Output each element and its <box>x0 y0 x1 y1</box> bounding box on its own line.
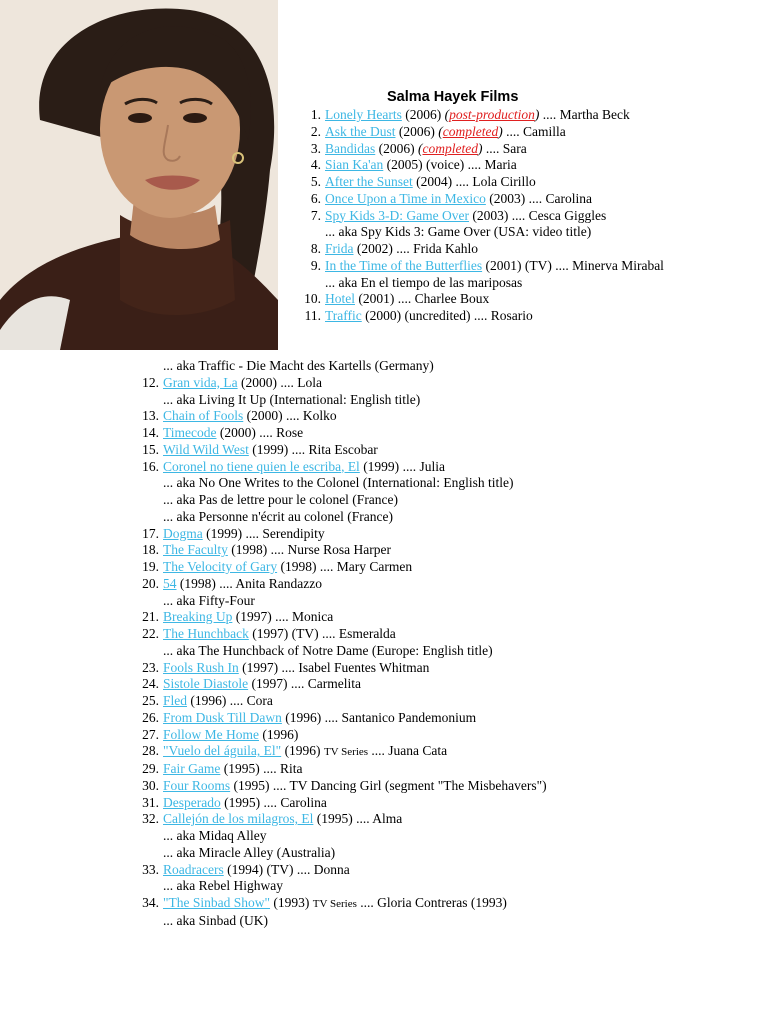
list-item <box>142 861 753 896</box>
film-title-link[interactable]: Follow Me Home <box>163 726 259 742</box>
film-title-link[interactable]: Roadracers <box>163 861 224 877</box>
list-item <box>142 559 753 576</box>
status-word: completed <box>442 123 499 139</box>
page-title: Salma Hayek Films <box>387 89 519 105</box>
film-title-link[interactable]: Callejón de los milagros, El <box>163 811 314 827</box>
film-number: 25. <box>142 693 159 708</box>
film-number: 2. <box>310 123 321 139</box>
film-role: .... Cora <box>229 693 273 708</box>
film-title-link[interactable]: Frida <box>325 241 354 256</box>
list-item <box>304 308 755 325</box>
film-title-link[interactable]: "The Sinbad Show" <box>163 895 271 910</box>
film-role: .... Rita <box>263 761 303 776</box>
film-number: 29. <box>142 761 159 776</box>
aka-title: ... aka Pas de lettre pour le colonel (France) <box>163 492 399 507</box>
film-role: .... Rosario <box>473 308 533 323</box>
production-status: (post-production) <box>444 107 540 122</box>
film-year: (2004) <box>416 174 453 189</box>
film-title-link[interactable]: In the Time of the Butterflies <box>325 257 483 273</box>
film-number: 5. <box>310 174 321 189</box>
film-year: (1997) (TV) <box>252 626 319 641</box>
film-title-link[interactable]: The Velocity of Gary <box>163 559 278 574</box>
film-role: .... TV Dancing Girl (segment "The Misbehavers") <box>272 777 547 793</box>
aka-title: ... aka Miracle Alley (Australia) <box>163 844 336 860</box>
list-item <box>142 794 753 812</box>
film-year: (2003) <box>489 190 526 206</box>
film-year: (1995) <box>233 777 270 793</box>
film-year: (1999) <box>363 458 400 474</box>
list-item <box>304 291 755 308</box>
list-item <box>142 761 753 778</box>
film-number: 3. <box>310 140 321 156</box>
film-role: .... Carmelita <box>290 676 361 692</box>
list-item <box>142 777 753 795</box>
film-title-link[interactable]: Ask the Dust <box>325 123 396 139</box>
film-year: (1996) <box>262 726 299 742</box>
list-item <box>142 408 753 425</box>
film-role: .... Nurse Rosa Harper <box>270 542 391 558</box>
film-number: 8. <box>310 241 321 256</box>
film-title-link[interactable]: From Dusk Till Dawn <box>163 709 282 725</box>
film-list-bottom <box>142 358 753 930</box>
film-role: .... Juana Cata <box>371 743 448 759</box>
film-number: 15. <box>142 441 159 457</box>
film-number: 13. <box>142 408 159 424</box>
film-title-link[interactable]: Fair Game <box>163 761 221 776</box>
film-role: .... Maria <box>467 157 517 173</box>
film-number: 26. <box>142 709 159 725</box>
film-title-link[interactable]: Traffic <box>325 308 362 323</box>
film-number: 16. <box>142 458 159 474</box>
film-year: (1997) <box>242 659 279 675</box>
film-title-link[interactable]: "Vuelo del águila, El" <box>163 743 282 759</box>
film-role: .... Charlee Boux <box>397 291 490 307</box>
production-status: (completed) <box>418 140 483 156</box>
film-year: (1994) (TV) <box>227 861 294 877</box>
film-role: .... Carolina <box>528 190 592 206</box>
film-title-link[interactable]: Fools Rush In <box>163 659 239 675</box>
film-year: (1998) <box>280 559 317 574</box>
film-title-link[interactable]: Gran vida, La <box>163 374 238 390</box>
film-list-top <box>304 107 755 325</box>
film-number: 18. <box>142 542 159 558</box>
film-year: (2000) (uncredited) <box>365 308 471 323</box>
film-title-link[interactable]: Sistole Diastole <box>163 676 249 692</box>
list-item <box>310 190 755 208</box>
film-year: (2002) <box>356 241 393 256</box>
status-word: completed <box>422 140 478 156</box>
film-year: (2000) <box>219 425 256 440</box>
portrait-photo <box>0 0 278 350</box>
film-title-link[interactable]: Desperado <box>163 794 221 810</box>
film-role: .... Anita Randazzo <box>219 575 322 591</box>
film-role: .... Alma <box>356 811 403 827</box>
film-title-link[interactable]: Timecode <box>163 425 217 440</box>
aka-title: ... aka Personne n'écrit au colonel (France) <box>163 508 393 524</box>
film-role: .... Santanico Pandemonium <box>324 709 477 725</box>
film-year: (1997) <box>251 676 288 692</box>
film-role: .... Cesca Giggles <box>511 207 607 223</box>
film-year: (2000) <box>246 408 283 424</box>
film-year: (1995) <box>223 761 260 776</box>
list-item <box>310 207 755 242</box>
film-title-link[interactable]: Hotel <box>325 291 355 307</box>
list-item <box>142 575 753 610</box>
film-role: .... Martha Beck <box>542 107 630 122</box>
film-role: .... Camilla <box>506 123 566 139</box>
film-year: (2001) (TV) <box>485 257 552 273</box>
film-number: 7. <box>310 207 321 223</box>
aka-title: ... aka The Hunchback of Notre Dame (Europe: English title) <box>163 642 493 658</box>
tv-series-label: TV Series <box>323 746 369 759</box>
aka-title: ... aka Spy Kids 3: Game Over (USA: video title) <box>325 224 592 240</box>
list-item <box>310 157 755 174</box>
film-role: .... Monica <box>275 609 334 625</box>
film-year: (2001) <box>358 291 395 307</box>
aka-title: ... aka Living It Up (International: English title) <box>163 391 421 407</box>
film-title-link[interactable]: Breaking Up <box>163 609 233 625</box>
film-number: 27. <box>142 726 159 742</box>
film-number: 31. <box>142 794 159 810</box>
aka-title: ... aka No One Writes to the Colonel (International: English title) <box>163 475 514 491</box>
film-role: .... Rita Escobar <box>291 441 378 457</box>
film-year: (2000) <box>240 374 277 390</box>
film-title-link[interactable]: Coronel no tiene quien le escriba, El <box>163 458 360 474</box>
film-title-link[interactable]: After the Sunset <box>325 174 413 189</box>
film-number: 14. <box>142 425 159 440</box>
film-year: (2006) <box>378 140 415 156</box>
film-year: (1995) <box>224 794 261 810</box>
film-number: 6. <box>310 190 321 206</box>
list-item <box>142 525 753 543</box>
production-status: (completed) <box>438 123 503 139</box>
film-year: (2006) <box>398 123 435 139</box>
list-item <box>310 241 755 258</box>
film-title-link[interactable]: Fled <box>163 693 188 708</box>
film-role: .... Mary Carmen <box>319 559 413 574</box>
film-role: .... Esmeralda <box>321 626 396 641</box>
film-title-link[interactable]: Wild Wild West <box>163 441 249 457</box>
aka-title: ... aka Sinbad (UK) <box>163 912 268 928</box>
film-role: .... Carolina <box>263 794 327 810</box>
film-number: 1. <box>310 107 321 122</box>
list-item <box>142 626 753 660</box>
aka-title: ... aka Rebel Highway <box>163 878 283 894</box>
status-word: post-production <box>449 107 535 122</box>
film-year: (2006) <box>405 107 442 122</box>
list-item <box>142 895 753 930</box>
list-item <box>142 609 753 626</box>
film-role: .... Lola <box>280 374 322 390</box>
film-role: .... Frida Kahlo <box>396 241 478 256</box>
film-title-link[interactable]: Chain of Fools <box>163 408 244 424</box>
film-number: 22. <box>142 626 159 641</box>
film-title-link[interactable]: Bandidas <box>325 140 376 156</box>
list-item <box>142 458 753 526</box>
list-item <box>310 140 755 158</box>
film-role: .... Sara <box>485 140 527 156</box>
film-title-link[interactable]: Dogma <box>163 525 203 541</box>
list-item <box>142 441 753 459</box>
film-role: .... Gloria Contreras (1993) <box>360 895 507 910</box>
film-title-link[interactable]: Four Rooms <box>163 777 231 793</box>
film-year: (2003) <box>472 207 509 223</box>
film-year: (1996) <box>284 743 321 759</box>
film-role: .... Isabel Fuentes Whitman <box>281 659 430 675</box>
film-year: (1996) <box>285 709 322 725</box>
film-number: 11. <box>304 308 321 323</box>
film-number: 20. <box>142 575 159 591</box>
film-year: (1997) <box>235 609 272 625</box>
film-title-link[interactable]: The Faculty <box>163 542 228 558</box>
film-year: (1999) <box>252 441 289 457</box>
film-role: .... Rose <box>259 425 304 440</box>
film-number: 23. <box>142 659 159 675</box>
portrait-illustration <box>0 0 278 350</box>
list-item <box>142 542 753 559</box>
film-number: 4. <box>310 157 321 173</box>
film-title-link[interactable]: Spy Kids 3-D: Game Over <box>325 207 469 223</box>
list-item <box>142 811 753 861</box>
film-year: (1996) <box>190 693 227 708</box>
list-item <box>142 726 753 744</box>
film-role: .... Lola Cirillo <box>455 174 536 189</box>
list-item <box>142 425 753 442</box>
list-item <box>142 693 753 710</box>
film-role: .... Donna <box>296 861 350 877</box>
film-title-link[interactable]: Once Upon a Time in Mexico <box>325 190 486 206</box>
film-year: (2005) (voice) <box>386 157 465 173</box>
list-item <box>142 676 753 693</box>
aka-title: ... aka En el tiempo de las mariposas <box>325 274 523 290</box>
list-item <box>142 709 753 727</box>
list-item <box>310 123 755 141</box>
film-number: 30. <box>142 777 159 793</box>
film-number: 10. <box>304 291 321 307</box>
film-title-link[interactable]: The Hunchback <box>163 626 249 641</box>
list-item <box>142 374 753 409</box>
film-number: 33. <box>142 861 159 877</box>
film-number: 19. <box>142 559 159 574</box>
film-number: 32. <box>142 811 159 827</box>
list-item <box>142 659 753 677</box>
film-role: .... Julia <box>402 458 445 474</box>
film-number: 17. <box>142 525 159 541</box>
film-year: (1993) <box>273 895 310 910</box>
list-item <box>310 107 755 124</box>
film-title-link[interactable]: Sian Ka'an <box>325 157 384 173</box>
list-item <box>142 743 753 761</box>
film-number: 28. <box>142 743 159 759</box>
film-role: .... Kolko <box>286 408 337 424</box>
film-year: (1995) <box>316 811 353 827</box>
aka-title: ... aka Traffic - Die Macht des Kartells (Germany) <box>163 358 434 373</box>
film-number: 24. <box>142 676 159 692</box>
film-number: 12. <box>142 374 159 390</box>
tv-series-label: TV Series <box>312 898 357 910</box>
aka-title: ... aka Fifty-Four <box>163 592 255 608</box>
film-year: (1998) <box>231 542 268 558</box>
film-year: (1999) <box>206 525 243 541</box>
film-year: (1998) <box>179 575 216 591</box>
film-number: 21. <box>142 609 159 625</box>
film-title-link[interactable]: Lonely Hearts <box>325 107 402 122</box>
film-number: 34. <box>142 895 159 910</box>
list-item <box>163 358 753 375</box>
list-item <box>310 174 755 191</box>
film-role: .... Minerva Mirabal <box>555 257 664 273</box>
aka-title: ... aka Midaq Alley <box>163 828 267 843</box>
film-number: 9. <box>310 257 321 273</box>
film-role: .... Serendipity <box>245 525 325 541</box>
list-item <box>310 257 755 292</box>
film-title-link[interactable]: 54 <box>163 575 177 591</box>
